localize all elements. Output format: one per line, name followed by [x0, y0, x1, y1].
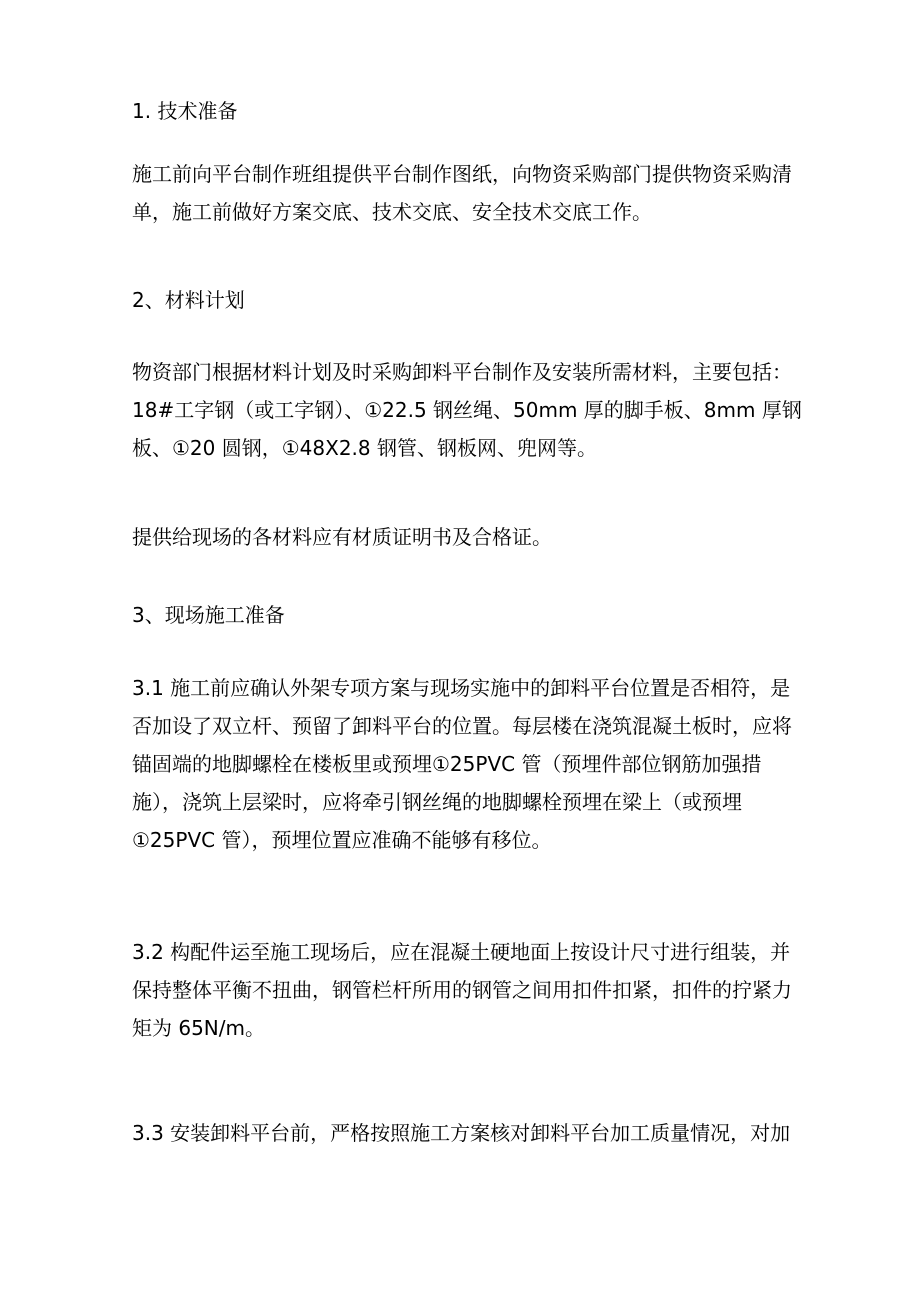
paragraph-3-2 [132, 933, 792, 1047]
paragraph-3-1 [132, 669, 792, 859]
text-line: ①25PVC 管），预埋位置应准确不能够有移位。 [132, 828, 552, 852]
text-line: 1. 技术准备 [132, 99, 238, 123]
paragraph-material-certificates [132, 518, 552, 556]
text-line: 3、现场施工准备 [132, 603, 285, 627]
text-line: 矩为 65N/m。 [132, 1016, 265, 1040]
text-line: 18#工字钢（或工字钢）、①22.5 钢丝绳、50mm 厚的脚手板、8mm 厚钢 [132, 398, 802, 422]
text-line: 施工前向平台制作班组提供平台制作图纸，向物资采购部门提供物资采购清 [132, 162, 792, 186]
text-line: 板、①20 圆钢，①48X2.8 钢管、钢板网、兜网等。 [132, 436, 597, 460]
text-line: 提供给现场的各材料应有材质证明书及合格证。 [132, 525, 552, 549]
paragraph-3-3 [132, 1114, 790, 1152]
paragraph-material-plan [132, 353, 802, 467]
heading-material-plan [132, 281, 245, 319]
text-line: 物资部门根据材料计划及时采购卸料平台制作及安装所需材料，主要包括： [132, 360, 792, 384]
text-line: 2、材料计划 [132, 288, 245, 312]
text-line: 锚固端的地脚螺栓在楼板里或预埋①25PVC 管（预埋件部位钢筋加强措 [132, 752, 762, 776]
heading-site-preparation [132, 596, 285, 634]
paragraph-technical-preparation [132, 155, 792, 231]
text-line: 施），浇筑上层梁时，应将牵引钢丝绳的地脚螺栓预埋在梁上（或预埋 [132, 790, 742, 814]
text-line: 单，施工前做好方案交底、技术交底、安全技术交底工作。 [132, 200, 652, 224]
text-line: 保持整体平衡不扭曲，钢管栏杆所用的钢管之间用扣件扣紧，扣件的拧紧力 [132, 978, 792, 1002]
text-line: 3.3 安装卸料平台前，严格按照施工方案核对卸料平台加工质量情况，对加 [132, 1121, 791, 1145]
heading-technical-preparation [132, 92, 237, 130]
text-line: 否加设了双立杆、预留了卸料平台的位置。每层楼在浇筑混凝土板时，应将 [132, 714, 792, 738]
text-line: 3.1 施工前应确认外架专项方案与现场实施中的卸料平台位置是否相符，是 [132, 676, 791, 700]
text-line: 3.2 构配件运至施工现场后，应在混凝土硬地面上按设计尺寸进行组装，并 [132, 940, 791, 964]
